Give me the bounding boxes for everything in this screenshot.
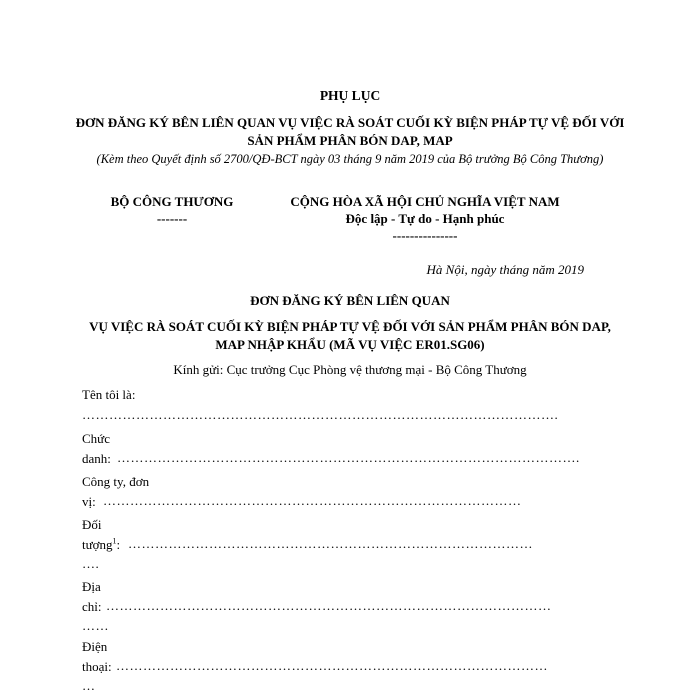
company-fill-line[interactable]: …………………………………………………………………………………: [103, 493, 522, 508]
phone-label-line1: Điện: [82, 639, 108, 654]
company-label-line2: vị:: [82, 494, 96, 509]
company-label-line1: Công ty, đơn: [82, 474, 150, 489]
date-line: Hà Nội, ngày tháng năm 2019: [426, 262, 584, 277]
phone-label-line2: thoại:: [82, 659, 112, 674]
subject-fill-line[interactable]: ………………………………………………………………………………: [128, 536, 533, 551]
greeting-line: Kính gửi: Cục trưởng Cục Phòng vệ thương mại - Bộ Công Thương: [173, 362, 527, 377]
job-title-label-line1: Chức: [82, 431, 110, 446]
address-label-line2: chỉ:: [82, 599, 102, 614]
issuing-agency-divider: -------: [156, 211, 188, 226]
form-title: ĐƠN ĐĂNG KÝ BÊN LIÊN QUAN: [250, 293, 450, 308]
subject-label-line2: [82, 536, 120, 553]
address-fill-line[interactable]: ………………………………………………………………………………………: [106, 598, 552, 613]
national-divider: ---------------: [392, 228, 458, 243]
form-subtitle: VỤ VIỆC RÀ SOÁT CUỐI KỲ BIỆN PHÁP TỰ VỆ ĐỐI VỚI SẢN PHẨM PHÂN BÓN DAP, MAP NHẬP KHẨU (MÃ VỤ VIỆC ER01.SG06): [89, 319, 611, 352]
appendix-subtitle: ĐƠN ĐĂNG KÝ BÊN LIÊN QUAN VỤ VIỆC RÀ SOÁT CUỐI KỲ BIỆN PHÁP TỰ VỆ ĐỐI VỚI SẢN PHẨM PHÂN BÓN DAP, MAP: [75, 115, 625, 148]
name-label: Tên tôi là:: [82, 387, 136, 402]
national-header-block: [265, 193, 585, 244]
national-name: CỘNG HÒA XÃ HỘI CHỦ NGHĨA VIỆT NAM: [290, 194, 560, 209]
issuing-agency-name: BỘ CÔNG THƯƠNG: [110, 194, 234, 209]
issuing-agency-block: [82, 193, 262, 227]
subject-label-text: tượng: [82, 537, 113, 552]
phone-fill-line-2[interactable]: …: [82, 678, 96, 693]
address-fill-line-2[interactable]: ……: [82, 618, 109, 633]
address-label-line1: Địa: [82, 579, 101, 594]
job-title-fill-line[interactable]: ………………………………………………………………………………………….: [117, 450, 580, 465]
name-fill-line[interactable]: …………………………………………………………………………………………….: [82, 407, 559, 422]
subject-fill-line-2[interactable]: ….: [82, 556, 100, 571]
subject-label-line1: Đối: [82, 517, 102, 532]
footnote-marker: 1: [112, 536, 117, 546]
attachment-note: (Kèm theo Quyết định số 2700/QĐ-BCT ngày 03 tháng 9 năm 2019 của Bộ trưởng Bộ Công Thương): [96, 152, 604, 166]
phone-fill-line[interactable]: ……………………………………………………………………………………: [116, 658, 548, 673]
appendix-title: PHỤ LỤC: [319, 88, 381, 103]
job-title-label-line2: danh:: [82, 451, 111, 466]
subject-label-colon: :: [116, 537, 121, 552]
national-motto: Độc lập - Tự do - Hạnh phúc: [345, 211, 505, 226]
